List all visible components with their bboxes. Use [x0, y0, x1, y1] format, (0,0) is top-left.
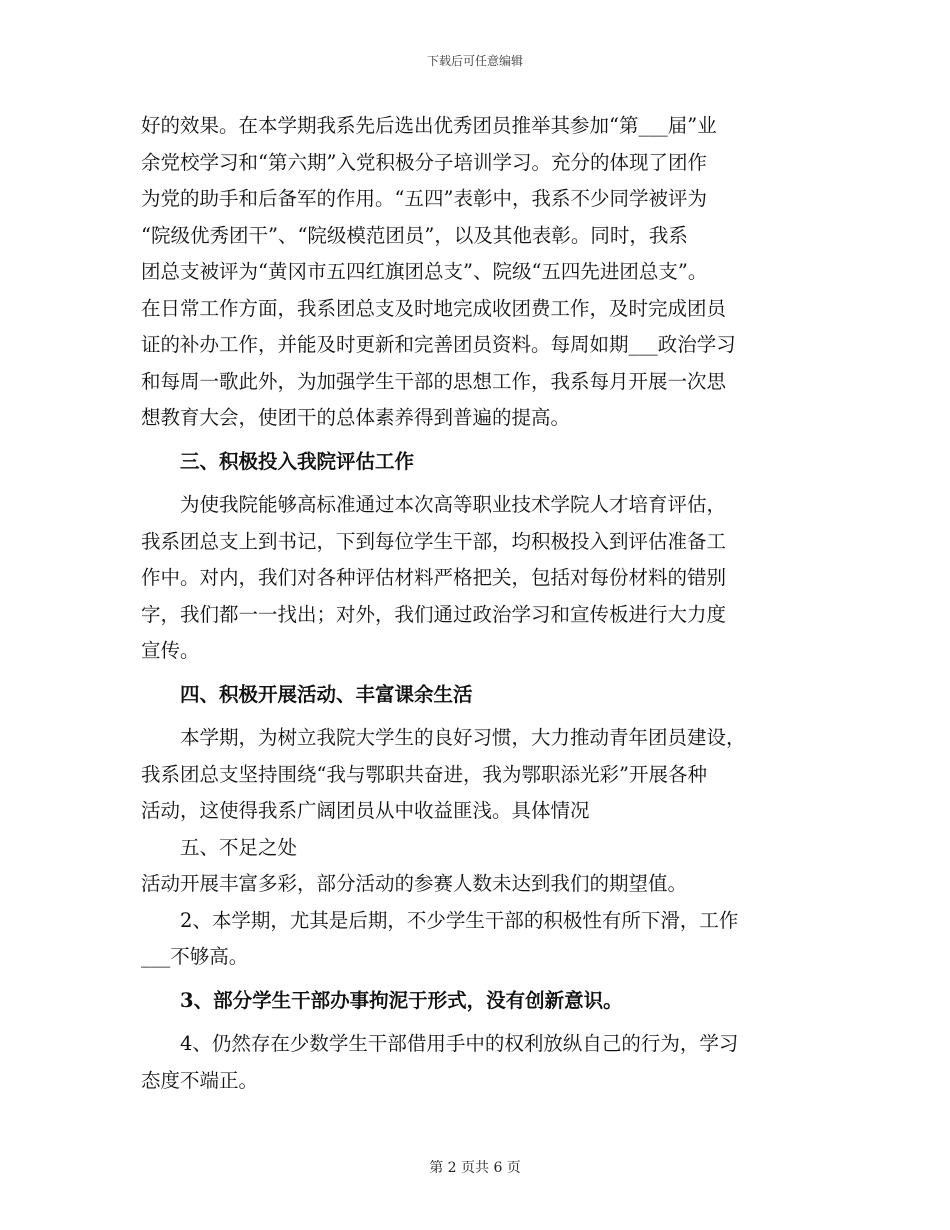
section-heading-3: 三、积极投入我院评估工作 [180, 449, 415, 473]
section4-line: 我系团总支坚持围绕“我与鄂职共奋进，我为鄂职添光彩”开展各种 [141, 762, 707, 786]
body-line: 余党校学习和“第六期”入党积极分子培训学习。充分的体现了团作 [141, 150, 707, 174]
shortfall-item-4-cont: 态度不端正。 [141, 1068, 259, 1092]
body-line: 在日常工作方面，我系团总支及时地完成收团费工作，及时完成团员 [141, 296, 727, 320]
body-line: “院级优秀团干”、“院级模范团员”，以及其他表彰。同时，我系 [141, 223, 688, 247]
body-line: 和每周一歌此外，为加强学生干部的思想工作，我系每月开展一次思 [141, 369, 727, 393]
page-header: 下载后可任意编辑 [426, 54, 523, 68]
section4-line: 本学期，为树立我院大学生的良好习惯，大力推动青年团员建设， [180, 726, 746, 749]
section3-line: 宣传。 [141, 639, 200, 662]
shortfall-item-2-cont: ___不够高。 [141, 945, 249, 968]
body-line: 为党的助手和后备军的作用。“五四”表彰中，我系不少同学被评为 [141, 187, 707, 210]
page-footer: 第 2 页共 6 页 [429, 1160, 521, 1176]
section3-line: 为使我院能够高标准通过本次高等职业技术学院人才培育评估， [180, 493, 727, 516]
section3-line: 作中。对内，我们对各种评估材料严格把关，包括对每份材料的错别 [141, 566, 727, 589]
body-line: 想教育大会，使团干的总体素养得到普遍的提高。 [141, 406, 571, 429]
section4-line: 活动，这使得我系广阔团员从中收益匪浅。具体情况 [141, 799, 590, 822]
document-body [141, 108, 811, 1099]
shortfall-item-4: 4、仍然存在少数学生干部借用手中的权利放纵自己的行为，学习 [180, 1032, 739, 1055]
shortfall-item-2: 2、本学期，尤其是后期，不少学生干部的积极性有所下滑，工作 [180, 908, 739, 932]
section-heading-5: 五、不足之处 [180, 835, 298, 859]
body-line: 证的补办工作，并能及时更新和完善团员资料。每周如期___政治学习 [141, 333, 736, 356]
body-line: 好的效果。在本学期我系先后选出优秀团员推举其参加“第___届”业 [141, 114, 717, 137]
shortfall-item-3: 3、部分学生干部办事拘泥于形式，没有创新意识。 [180, 988, 623, 1012]
body-line: 团总支被评为“黄冈市五四红旗团总支”、院级“五四先进团总支”。 [141, 260, 708, 283]
shortfall-item-1: 活动开展丰富多彩，部分活动的参赛人数未达到我们的期望值。 [141, 872, 688, 895]
section3-line: 我系团总支上到书记，下到每位学生干部，均积极投入到评估准备工 [141, 529, 727, 553]
section-heading-4: 四、积极开展活动、丰富课余生活 [180, 682, 473, 706]
section3-line: 字，我们都一一找出；对外，我们通过政治学习和宣传板进行大力度 [141, 602, 727, 626]
